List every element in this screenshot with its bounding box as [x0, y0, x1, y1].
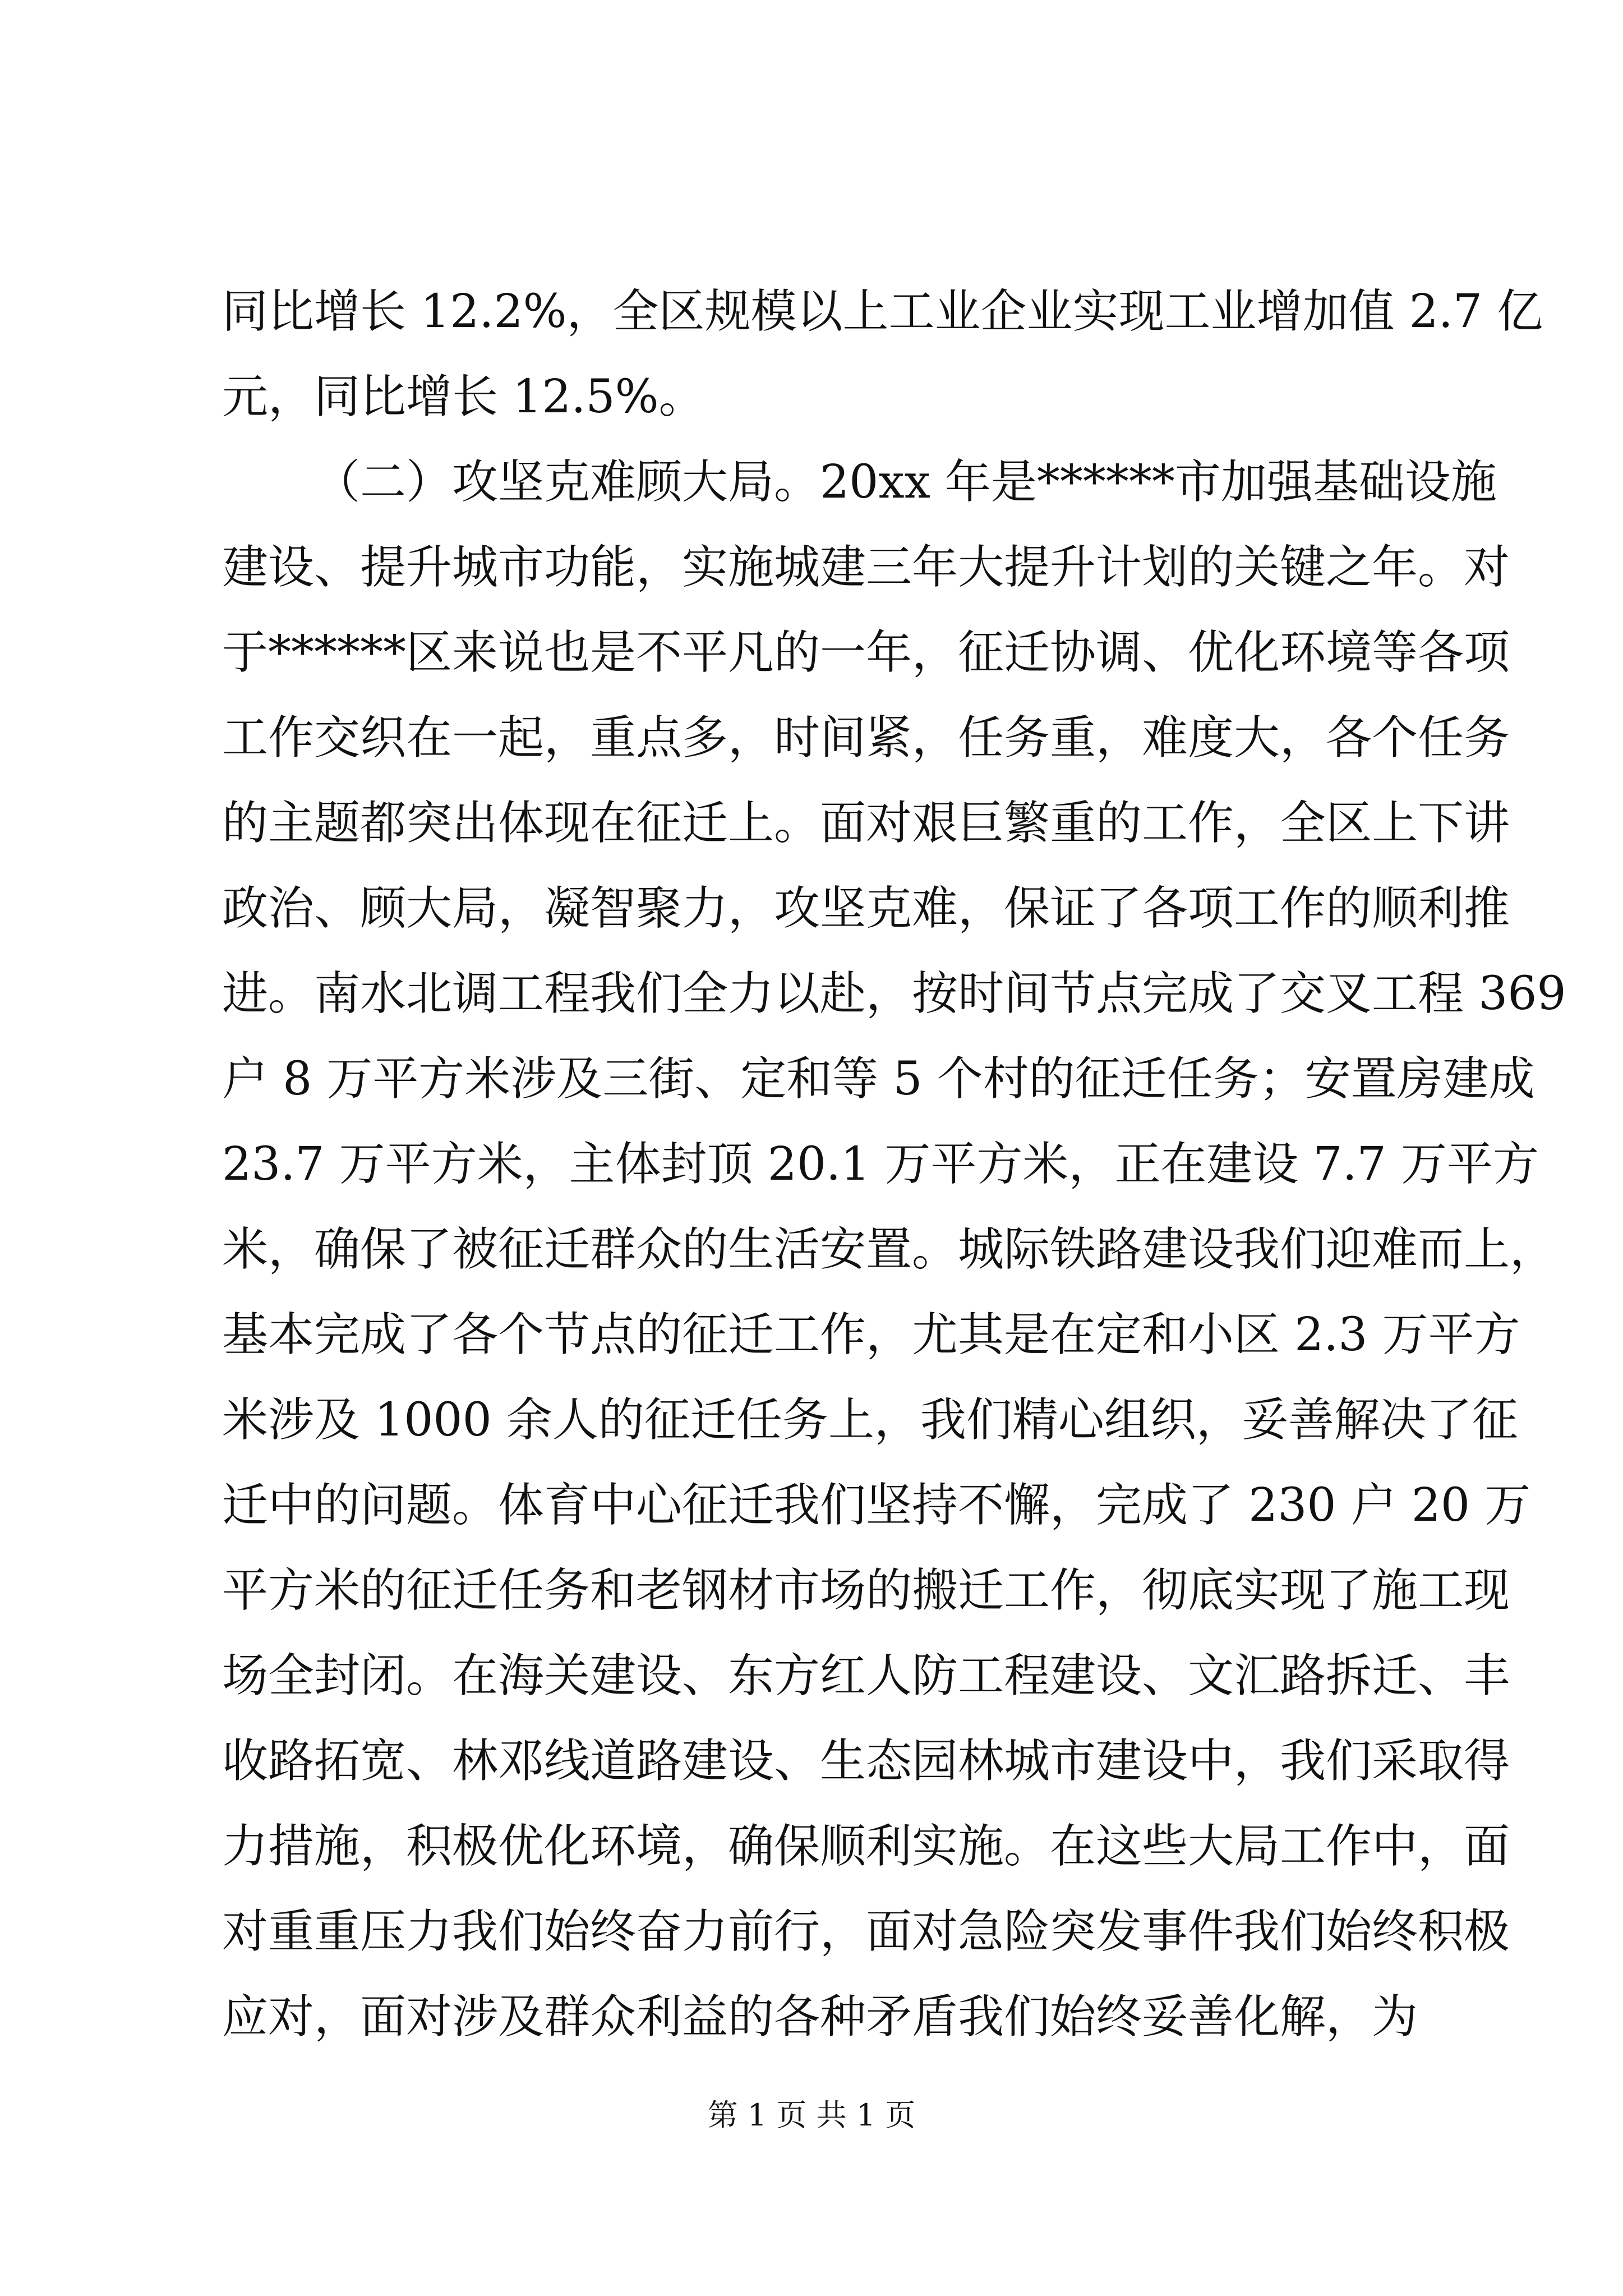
text-line: 场全封闭。在海关建设、东方红人防工程建设、文汇路拆迁、丰	[222, 1649, 1510, 1703]
text-line: 23.7 万平方米，主体封顶 20.1 万平方米，正在建设 7.7 万平方	[222, 1138, 1539, 1191]
body-text	[222, 269, 1566, 2060]
text-line: 同比增长 12.2%，全区规模以上工业企业实现工业增加值 2.7 亿	[222, 285, 1543, 338]
text-line: 力措施，积极优化环境，确保顺利实施。在这些大局工作中，面	[222, 1820, 1510, 1873]
text-line: 应对，面对涉及群众利益的各种矛盾我们始终妥善化解，为	[222, 1990, 1418, 2044]
paragraph-start-line: （二）攻坚克难顾大局。20xx 年是******市加强基础设施	[314, 455, 1497, 509]
page-footer	[0, 2091, 1623, 2134]
text-line: 平方米的征迁任务和老钢材市场的搬迁工作，彻底实现了施工现	[222, 1564, 1510, 1617]
text-line: 迁中的问题。体育中心征迁我们坚持不懈，完成了 230 户 20 万	[222, 1479, 1531, 1532]
text-line: 的主题都突出体现在征迁上。面对艰巨繁重的工作，全区上下讲	[222, 797, 1510, 850]
text-line: 建设、提升城市功能，实施城建三年大提升计划的关键之年。对	[222, 541, 1510, 594]
page-number-label: 第 1 页 共 1 页	[707, 2097, 916, 2133]
text-line: 于******区来说也是不平凡的一年，征迁协调、优化环境等各项	[222, 626, 1510, 679]
text-line: 政治、顾大局，凝智聚力，攻坚克难，保证了各项工作的顺利推	[222, 882, 1510, 935]
text-line: 基本完成了各个节点的征迁工作，尤其是在定和小区 2.3 万平方	[222, 1308, 1520, 1361]
text-line: 户 8 万平方米涉及三街、定和等 5 个村的征迁任务；安置房建成	[222, 1052, 1535, 1106]
text-line: 对重重压力我们始终奋力前行，面对急险突发事件我们始终积极	[222, 1905, 1510, 1958]
text-line: 米涉及 1000 余人的征迁任务上，我们精心组织，妥善解决了征	[222, 1393, 1518, 1447]
text-line: 元，同比增长 12.5%。	[222, 370, 705, 424]
text-line: 工作交织在一起，重点多，时间紧，任务重，难度大，各个任务	[222, 711, 1510, 765]
text-line: 米，确保了被征迁群众的生活安置。城际铁路建设我们迎难而上，	[222, 1223, 1556, 1276]
text-line: 进。南水北调工程我们全力以赴，按时间节点完成了交叉工程 369	[222, 967, 1566, 1020]
text-line: 收路拓宽、林邓线道路建设、生态园林城市建设中，我们采取得	[222, 1734, 1510, 1788]
